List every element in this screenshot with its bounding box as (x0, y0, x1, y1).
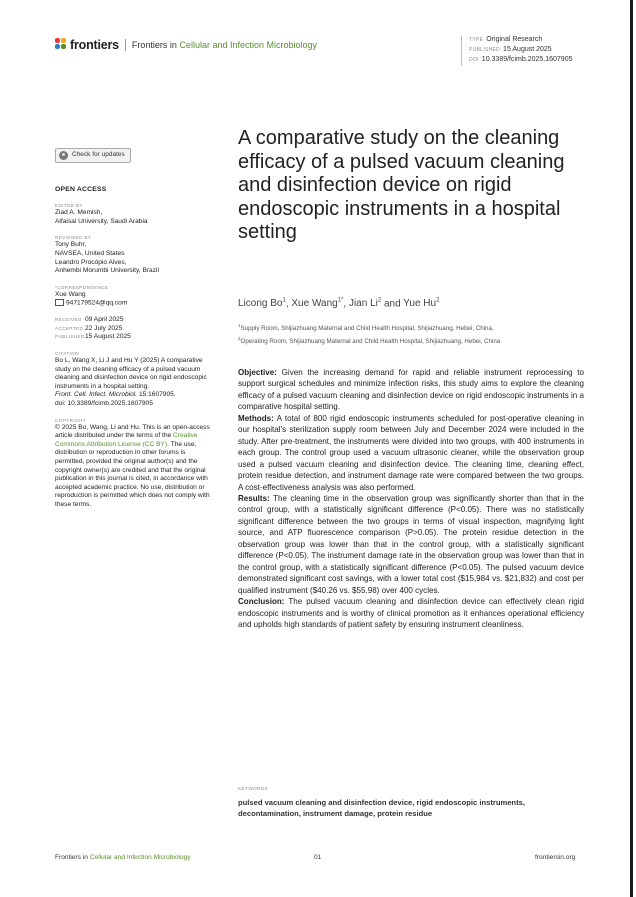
journal-title: Cellular and Infection Microbiology (179, 40, 318, 50)
footer-site-link[interactable]: frontiersin.org (535, 854, 576, 861)
copyright-text-2: The use, distribution or reproduction in other forums is permitted, provided the original author(s) and the copyright owner(s) are credited and that the original publication in this journal is cited, in accordance with accepted academic practice. No use, distribution or reproduction is permitted which does not comply with these terms. (55, 440, 210, 508)
abstract (238, 367, 584, 630)
sidebar (55, 148, 215, 509)
author-2[interactable] (291, 298, 343, 309)
footer-journal-name: Cellular and Infection Microbiology (89, 854, 191, 861)
reviewer-1-name: Tony Buhr, (55, 241, 87, 249)
accepted-value: 22 July 2025 (85, 324, 123, 332)
type-value: Original Research (486, 36, 543, 43)
affiliation-1 (238, 321, 583, 334)
published-value: 15 August 2025 (503, 46, 552, 53)
published-label: PUBLISHED (469, 47, 501, 53)
citation-ref (55, 391, 215, 400)
author-2-sup: 1* (337, 298, 344, 304)
citation-volume: 15:1607905. (138, 391, 176, 399)
cc-license-link[interactable]: Creative Commons Attribution License (CC BY). (55, 432, 198, 448)
editor-name: Ziad A. Memish, (55, 209, 103, 217)
journal-name[interactable] (132, 40, 317, 50)
abstract-conclusion (238, 596, 584, 630)
conclusion-text: The pulsed vacuum cleaning and disinfection device can effectively clean rigid endoscopic instruments and is worthy of clinical promotion as it enhances operational efficiency and upholds high standards of patient safety by ensuring instrument cleanliness. (238, 597, 584, 629)
page-number: 01 (314, 854, 322, 861)
article-title: A comparative study on the cleaning efficacy of a pulsed vacuum cleaning and disinfection device on rigid endoscopic instruments in a hospital setting (238, 127, 565, 243)
correspondence-email[interactable]: 947179524@qq.com (66, 299, 128, 307)
dates (55, 316, 215, 342)
sidebar-published-value: 15 August 2025 (85, 333, 131, 341)
article-meta (469, 35, 572, 65)
keywords-label: KEYWORDS (238, 786, 268, 791)
logo-wordmark: frontiers (70, 38, 119, 52)
copyright-label: COPYRIGHT (55, 417, 86, 423)
sidebar-published-label: PUBLISHED (55, 334, 85, 340)
abstract-results (238, 493, 584, 596)
frontiers-logo-icon (55, 38, 67, 52)
abstract-objective (238, 367, 584, 413)
check-updates-icon (59, 151, 68, 160)
affiliation-1-text: Supply Room, Shijiazhuang Maternal and Child Health Hospital, Shijiazhuang, Hebei, China, (240, 325, 494, 333)
journal-prefix: Frontiers in (131, 40, 177, 50)
copyright-text-1: © 2025 Bo, Wang, Li and Hu. This is an open-access article distributed under the terms of the (55, 423, 210, 440)
editor-affiliation: Alfaisal University, Saudi Arabia (55, 217, 148, 225)
correspondence-email-row[interactable] (55, 299, 215, 308)
affiliation-1-sup: 1 (238, 323, 241, 328)
methods-label: Methods: (238, 413, 274, 423)
author-1[interactable] (238, 298, 286, 309)
footer-journal[interactable] (55, 854, 191, 861)
affiliation-2-sup: 2 (238, 336, 241, 342)
methods-text: A total of 800 rigid endoscopic instruments scheduled for post-operative cleaning in our hospital's sterilization supply room between July and December 2024 were included in the study. After pre-treatment, the instruments were divided into two groups, with 400 instruments in each group. The control group used a vacuum ultrasonic cleaner, while the observation group used a pulsed vacuum cleaning and disinfection device. The cleaning time, cleaning effect, protein residue detection, and instrument damage rate were compared between the two groups. A cost-effectiveness analysis was also performed. (238, 413, 584, 492)
received-value: 09 April 2025 (85, 316, 124, 324)
affiliations (238, 321, 583, 347)
correspondence-name: Xue Wang (55, 290, 86, 298)
reviewer-2-affiliation: Anhembi Morumbi University, Brazil (55, 267, 159, 275)
author-2-name: Xue Wang (291, 298, 338, 310)
reviewer-2-name: Leandro Procópio Alves, (55, 258, 127, 266)
meta-divider (461, 36, 462, 66)
results-text: The cleaning time in the observation group was significantly shorter than that in the control group, with a statistically significant difference (P<0.05). There was no statistically significant difference between the two groups in terms of visual inspection, magnifying light source, and ATP fluorescence comparison (P>0.05). The protein residue detection in the observation group was lower than that in the control group, with a statistically significant difference (P<0.05). The instrument damage rate in the observation group was lower than that in the control group, with a statistically significant difference (P<0.05). The pulsed vacuum device demonstrated significant cost savings, with a lower total cost ($15,984 vs. $21,832) and cost per qualified instrument ($40.26 vs. $55.98) over 400 cycles. (238, 493, 584, 595)
doi-label: DOI (469, 57, 479, 63)
open-access-label: OPEN ACCESS (55, 185, 107, 193)
author-1-sup: 1 (282, 298, 286, 304)
citation-text: Bo L, Wang X, Li J and Hu Y (2025) A comparative study on the cleaning efficacy of a pulsed vacuum cleaning and disinfection device on rigid endoscopic instruments in a hospital setting. (55, 356, 207, 390)
correspondence-label: *CORRESPONDENCE (55, 284, 109, 290)
author-3[interactable] (349, 298, 381, 309)
received-label: RECEIVED (55, 317, 82, 323)
reviewed-by-label: REVIEWED BY (55, 235, 92, 241)
author-3-name: Jian Li (348, 298, 378, 310)
type-label: TYPE (469, 37, 484, 43)
author-list: Licong Bo$^1$, Xue Wang$^{1*}$, Jian Li$^2$ and Yue Hu$^2$ (238, 298, 440, 310)
citation-label: CITATION (55, 350, 79, 356)
conclusion-label: Conclusion: (238, 597, 285, 607)
accepted-label: ACCEPTED (55, 325, 84, 331)
edited-by-label: EDITED BY (55, 203, 83, 209)
objective-label: Objective: (238, 368, 277, 377)
reviewer-1-affiliation: NAVSEA, United States (55, 249, 125, 257)
copyright-text (55, 424, 215, 510)
author-3-sup: 2 (377, 298, 382, 304)
author-4-name: Yue Hu (403, 298, 437, 310)
citation-doi[interactable]: doi: 10.3389/fcimb.2025.1607905 (55, 399, 153, 407)
author-4-sup: 2 (436, 298, 440, 304)
doi-value[interactable]: 10.3389/fcimb.2025.1607905 (481, 56, 573, 63)
abstract-methods (238, 413, 584, 493)
logo-divider (125, 39, 126, 51)
objective-text: Given the increasing demand for rapid and reliable instrument reprocessing to support surgical schedules and minimize infection risks, this study aims to explore the cleaning efficacy of a pulsed vacuum cleaning and disinfection device on rigid endoscopic instruments in a comparative hospital setting. (238, 368, 584, 412)
affiliation-2 (238, 334, 583, 347)
check-updates-button[interactable] (55, 148, 131, 163)
check-updates-label: Check for updates (72, 151, 125, 159)
citation-journal: Front. Cell. Infect. Microbiol. (55, 391, 138, 399)
footer-journal-prefix: Frontiers in (55, 854, 88, 861)
keywords: pulsed vacuum cleaning and disinfection device, rigid endoscopic instruments, decontamination, instrument damage, protein residue (238, 798, 525, 818)
frontiers-logo[interactable] (55, 38, 317, 52)
author-1-name: Licong Bo (238, 298, 283, 310)
author-4[interactable] (403, 298, 439, 309)
affiliation-2-text: Operating Room, Shijiazhuang Maternal and Child Health Hospital, Shijiazhuang, Hebei, China (240, 338, 501, 346)
results-label: Results: (238, 493, 270, 503)
mail-icon (55, 299, 64, 306)
